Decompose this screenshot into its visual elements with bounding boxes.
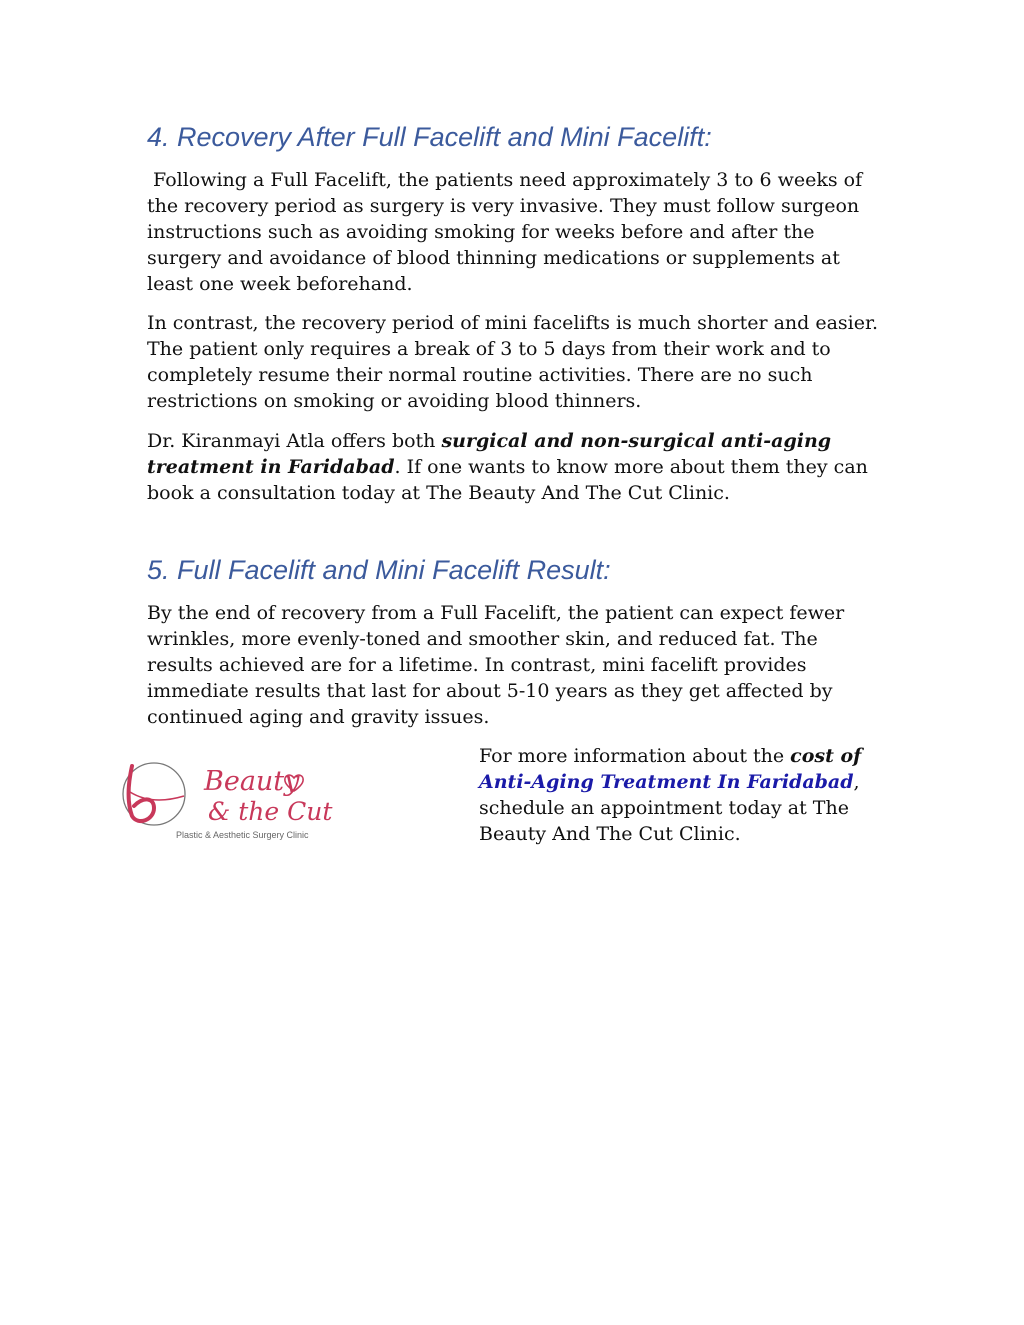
logo-line-2: & the Cut (208, 797, 333, 826)
cta-paragraph (479, 743, 899, 847)
p3-suffix: . If one wants to know more about them they can book a consultation today at The Beauty And The Cut Clinic. (147, 456, 868, 504)
cta-suffix: , schedule an appointment today at The Beauty And The Cut Clinic. (479, 771, 860, 845)
section-4-heading: 4. Recovery After Full Facelift and Mini Facelift: (147, 122, 712, 152)
b-monogram-circle-icon (118, 752, 338, 848)
section-5-heading: 5. Full Facelift and Mini Facelift Result: (147, 555, 611, 585)
anti-aging-treatment-link[interactable]: Anti-Aging Treatment In Faridabad (479, 771, 854, 793)
section-4-paragraph-3 (147, 428, 887, 506)
p3-prefix: Dr. Kiranmayi Atla offers both (147, 430, 442, 452)
cta-prefix: For more information about the (479, 745, 791, 767)
treatment-emphasis: surgical and non-surgical anti-aging treatment in Faridabad (147, 430, 832, 478)
section-5-paragraph-1: By the end of recovery from a Full Facelift, the patient can expect fewer wrinkles, more evenly-toned and smoother skin, and reduced fat. The results achieved are for a lifetime. In contrast, mini facelift provides immediate results that last for about 5-10 years as they get affected by continued aging and gravity issues. (147, 602, 845, 728)
clinic-logo (118, 752, 338, 848)
logo-line-1: Beauty (204, 766, 300, 797)
cta-emphasis: cost of (790, 745, 862, 767)
section-4-paragraph-1: Following a Full Facelift, the patients need approximately 3 to 6 weeks of the recovery period as surgery is very invasive. They must follow surgeon instructions such as avoiding smoking for weeks before and after the surgery and avoidance of blood thinning medications or supplements at least one week beforehand. (147, 169, 869, 295)
section-4-paragraph-2: In contrast, the recovery period of mini facelifts is much shorter and easier. The patient only requires a break of 3 to 5 days from their work and to completely resume their normal routine activities. There are no such restrictions on smoking or avoiding blood thinners. (147, 312, 879, 412)
logo-tagline: Plastic & Aesthetic Surgery Clinic (176, 830, 309, 840)
